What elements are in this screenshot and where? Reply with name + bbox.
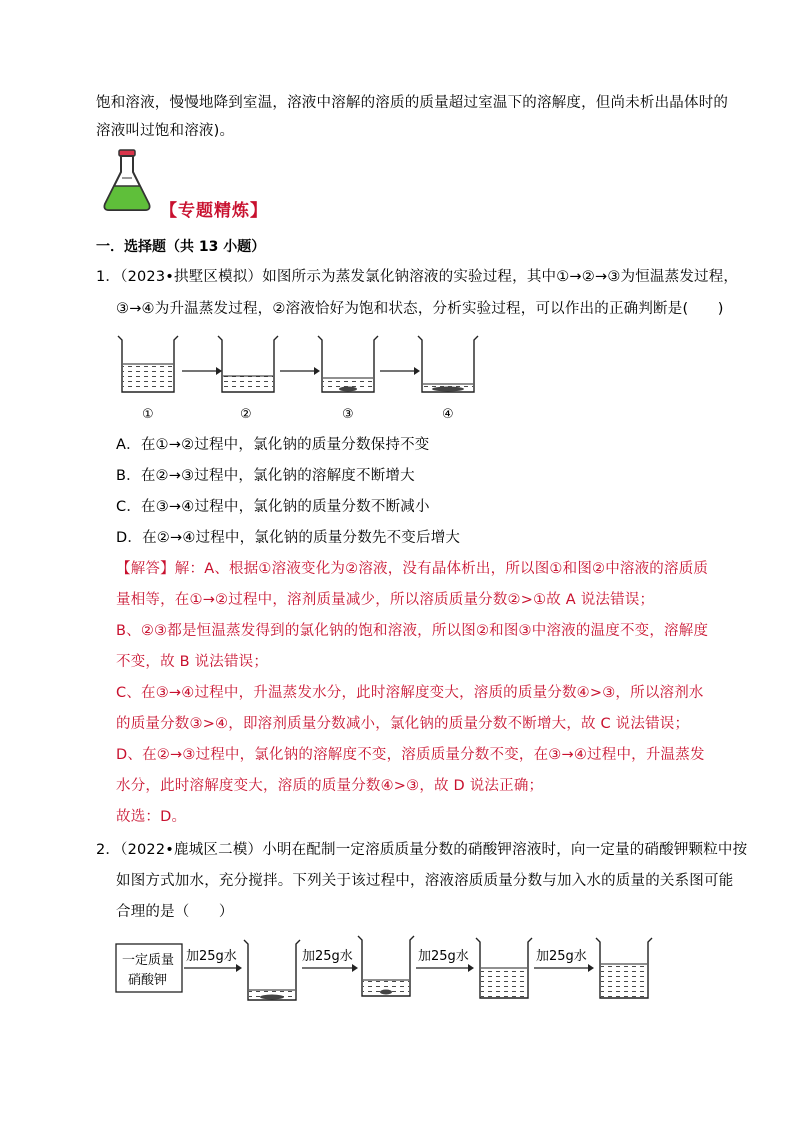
q1-answer-line-8: 水分，此时溶解度变大，溶质的质量分数④>③，故 D 说法正确； xyxy=(116,778,544,794)
q2-beaker-1 xyxy=(244,940,300,1000)
beaker-label-3: ③ xyxy=(342,407,354,422)
q1-beaker-figure xyxy=(112,334,492,426)
topic-title: 【专题精炼】 xyxy=(160,201,268,221)
arrow-right-icon xyxy=(182,367,222,375)
q2-figure xyxy=(112,934,660,1004)
arrow-right-icon xyxy=(302,964,358,972)
q2-beaker-4 xyxy=(596,938,652,998)
add-water-label-1: 加25g水 xyxy=(186,949,237,964)
intro-line-2: 溶液叫过饱和溶液)。 xyxy=(96,123,235,139)
q1-stem-line-2: ③→④为升温蒸发过程，②溶液恰好为饱和状态，分析实验过程，可以作出的正确判断是( ) xyxy=(116,301,724,317)
arrow-right-icon xyxy=(184,964,242,972)
add-water-label-3: 加25g水 xyxy=(418,949,469,964)
q2-beaker-3 xyxy=(476,938,532,998)
q1-option-b[interactable]: B．在②→③过程中，氯化钠的溶解度不断增大 xyxy=(116,468,415,484)
q1-answer-line-2: 量相等，在①→②过程中，溶剂质量减少，所以溶质质量分数②>①故 A 说法错误； xyxy=(116,592,655,608)
q1-option-d[interactable]: D．在②→④过程中，氯化钠的质量分数先不变后增大 xyxy=(116,530,461,546)
section-title: 一．选择题（共 13 小题） xyxy=(96,239,266,255)
q1-answer-line-5: C、在③→④过程中，升温蒸发水分，此时溶解度变大，溶质的质量分数④>③，所以溶剂水 xyxy=(116,685,704,701)
arrow-right-icon xyxy=(534,964,594,972)
box-text-2: 硝酸钾 xyxy=(128,973,168,988)
arrow-right-icon xyxy=(416,964,474,972)
beaker-3 xyxy=(318,336,378,392)
q2-stem-line-3: 合理的是（ ） xyxy=(116,904,234,920)
add-water-label-2: 加25g水 xyxy=(302,949,353,964)
beaker-label-2: ② xyxy=(240,407,252,422)
add-water-label-4: 加25g水 xyxy=(536,949,587,964)
q2-stem-line-2: 如图方式加水，充分搅拌。下列关于该过程中，溶液溶质质量分数与加入水的质量的关系图可能 xyxy=(116,873,734,889)
q2-stem-line-1: 2．（2022•鹿城区二模）小明在配制一定溶质质量分数的硝酸钾溶液时，向一定量的硝酸钾颗粒中按 xyxy=(96,842,748,858)
q1-option-a[interactable]: A．在①→②过程中，氯化钠的质量分数保持不变 xyxy=(116,437,430,453)
q1-option-c[interactable]: C．在③→④过程中，氯化钠的质量分数不断减小 xyxy=(116,499,430,515)
q1-answer-line-3: B、②③都是恒温蒸发得到的氯化钠的饱和溶液，所以图②和图③中溶液的温度不变，溶解度 xyxy=(116,623,709,639)
beaker-4 xyxy=(418,336,478,392)
beaker-1 xyxy=(118,336,178,392)
q1-answer-line-1: 【解答】解：A、根据①溶液变化为②溶液，没有晶体析出，所以图①和图②中溶液的溶质质 xyxy=(116,561,709,577)
arrow-right-icon xyxy=(380,367,420,375)
intro-line-1: 饱和溶液，慢慢地降到室温，溶液中溶解的溶质的质量超过室温下的溶解度，但尚未析出晶体时的 xyxy=(96,95,729,111)
q1-stem-line-1: 1．（2023•拱墅区模拟）如图所示为蒸发氯化钠溶液的实验过程，其中①→②→③为恒温蒸发过程， xyxy=(96,269,739,285)
q1-answer-line-9: 故选：D。 xyxy=(116,809,187,825)
q2-beaker-2 xyxy=(358,936,414,996)
q1-answer-line-7: D、在②→③过程中，氯化钠的溶解度不变，溶质质量分数不变，在③→④过程中，升温蒸发 xyxy=(116,747,705,763)
beaker-label-1: ① xyxy=(142,407,154,422)
box-text-1: 一定质量 xyxy=(122,953,175,968)
beaker-2 xyxy=(218,336,278,392)
q1-answer-line-4: 不变，故 B 说法错误； xyxy=(116,654,269,670)
arrow-right-icon xyxy=(280,367,320,375)
q1-answer-line-6: 的质量分数③>④，即溶剂质量分数减小，氯化钠的质量分数不断增大，故 C 说法错误； xyxy=(116,716,690,732)
flask-icon xyxy=(100,148,154,214)
beaker-label-4: ④ xyxy=(442,407,454,422)
